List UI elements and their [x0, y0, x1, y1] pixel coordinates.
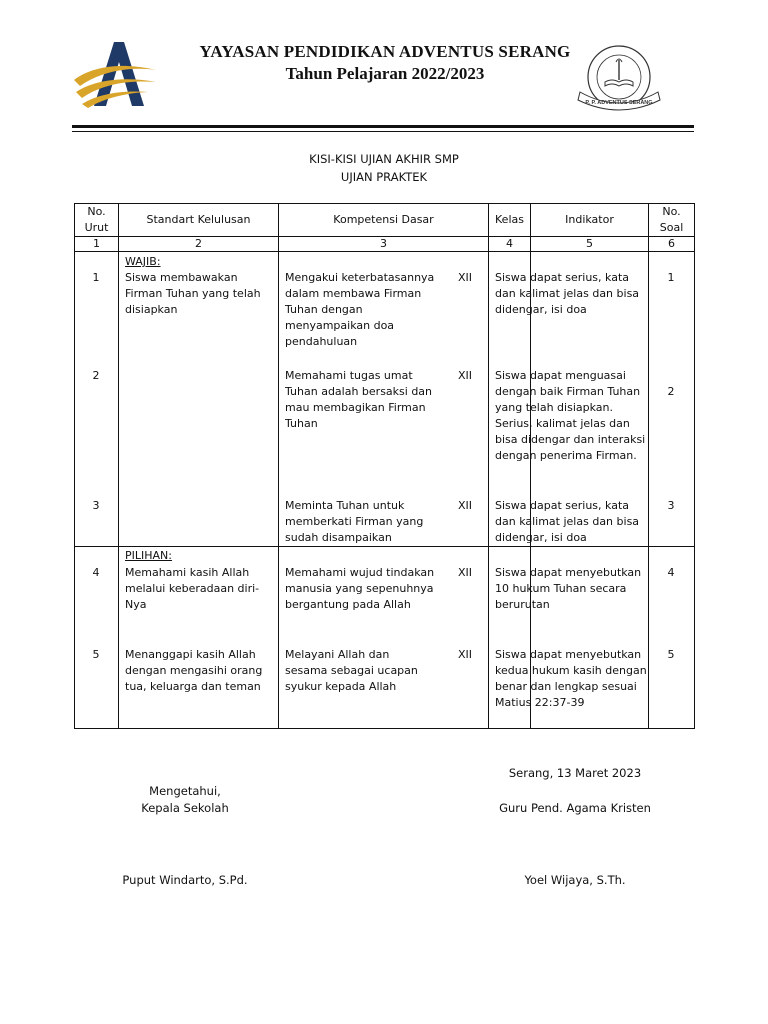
- indikator-cell: Siswa dapat menguasai dengan baik Firman Tuhan yang telah disiapkan. Serius, kalimat jelas dan bisa didengar dan interaksi dengan penerima Firman.: [495, 369, 646, 462]
- column-number: 3: [279, 237, 489, 252]
- header-divider-thick: [72, 125, 694, 128]
- row-number: 1: [92, 271, 100, 284]
- place-date: Serang, 13 Maret 2023: [508, 766, 642, 780]
- kompetensi-dasar-cell: Mengakui keterbatasannya dalam membawa Firman Tuhan dengan menyampaikan doa pendahuluan: [285, 271, 435, 348]
- column-number: 5: [531, 237, 649, 252]
- document-title: KISI-KISI UJIAN AKHIR SMP: [309, 152, 459, 166]
- no-soal-cell: 5: [667, 648, 675, 661]
- document-subtitle: UJIAN PRAKTEK: [340, 170, 428, 184]
- kelas-cell: XII: [457, 648, 473, 661]
- principal-role: Kepala Sekolah: [141, 801, 229, 815]
- teacher-role: Guru Pend. Agama Kristen: [499, 801, 651, 815]
- column-number: 4: [489, 237, 531, 252]
- header-divider-thin: [72, 131, 694, 132]
- standart-kelulusan-cell: Memahami kasih Allah melalui keberadaan diri-Nya: [125, 566, 260, 611]
- kompetensi-dasar-cell: Memahami tugas umat Tuhan adalah bersaksi dan mau membagikan Firman Tuhan: [285, 369, 433, 430]
- header-kompetensi-dasar: Kompetensi Dasar: [279, 204, 489, 237]
- kompetensi-dasar-cell: Memahami wujud tindakan manusia yang sepenuhnya bergantung pada Allah: [285, 566, 435, 611]
- kelas-cell: XII: [457, 369, 473, 382]
- indikator-cell: Siswa dapat serius, kata dan kalimat jelas dan bisa didengar, isi doa: [495, 499, 640, 544]
- principal-name: Puput Windarto, S.Pd.: [122, 873, 248, 887]
- section-label-wajib: WAJIB:: [125, 255, 161, 268]
- row-number: 3: [92, 499, 100, 512]
- section-label-pilihan: PILIHAN:: [125, 549, 172, 562]
- school-year: Tahun Pelajaran 2022/2023: [285, 64, 485, 83]
- row-number: 4: [92, 566, 100, 579]
- column-number: 2: [119, 237, 279, 252]
- indikator-cell: Siswa dapat serius, kata dan kalimat jelas dan bisa didengar, isi doa: [495, 271, 640, 316]
- acknowledged-label: Mengetahui,: [149, 784, 221, 798]
- no-soal-cell: 1: [667, 271, 675, 284]
- standart-kelulusan-cell: Siswa membawakan Firman Tuhan yang telah disiapkan: [125, 271, 261, 316]
- header-no-soal: No. Soal: [649, 204, 695, 237]
- no-soal-cell: 2: [667, 385, 675, 398]
- svg-text:P. P. ADVENTUS SERANG: P. P. ADVENTUS SERANG: [585, 100, 653, 106]
- kompetensi-dasar-cell: Meminta Tuhan untuk memberkati Firman yang sudah disampaikan: [285, 499, 424, 544]
- row-number: 5: [92, 648, 100, 661]
- row-number: 2: [92, 369, 100, 382]
- foundation-logo: [72, 40, 158, 108]
- kelas-cell: XII: [457, 499, 473, 512]
- no-soal-cell: 3: [667, 499, 675, 512]
- column-number: 6: [649, 237, 695, 252]
- kompetensi-dasar-cell: Melayani Allah dan sesama sebagai ucapan syukur kepada Allah: [285, 648, 418, 693]
- header-indikator: Indikator: [531, 204, 649, 237]
- organization-name: YAYASAN PENDIDIKAN ADVENTUS SERANG: [199, 42, 571, 61]
- kelas-cell: XII: [457, 271, 473, 284]
- teacher-name: Yoel Wijaya, S.Th.: [524, 873, 626, 887]
- standart-kelulusan-cell: Menanggapi kasih Allah dengan mengasihi orang tua, keluarga dan teman: [125, 648, 263, 693]
- indikator-cell: Siswa dapat menyebutkan kedua hukum kasih dengan benar dan lengkap sesuai Matius 22:37-39: [495, 648, 647, 709]
- column-number: 1: [75, 237, 119, 252]
- header-no-urut: No. Urut: [75, 204, 119, 237]
- no-soal-cell: 4: [667, 566, 675, 579]
- school-seal-icon: [574, 44, 664, 114]
- header-kelas: Kelas: [489, 204, 531, 237]
- header-standart-kelulusan: Standart Kelulusan: [119, 204, 279, 237]
- kelas-cell: XII: [457, 566, 473, 579]
- indikator-cell: Siswa dapat menyebutkan 10 hukum Tuhan secara berurutan: [495, 566, 642, 611]
